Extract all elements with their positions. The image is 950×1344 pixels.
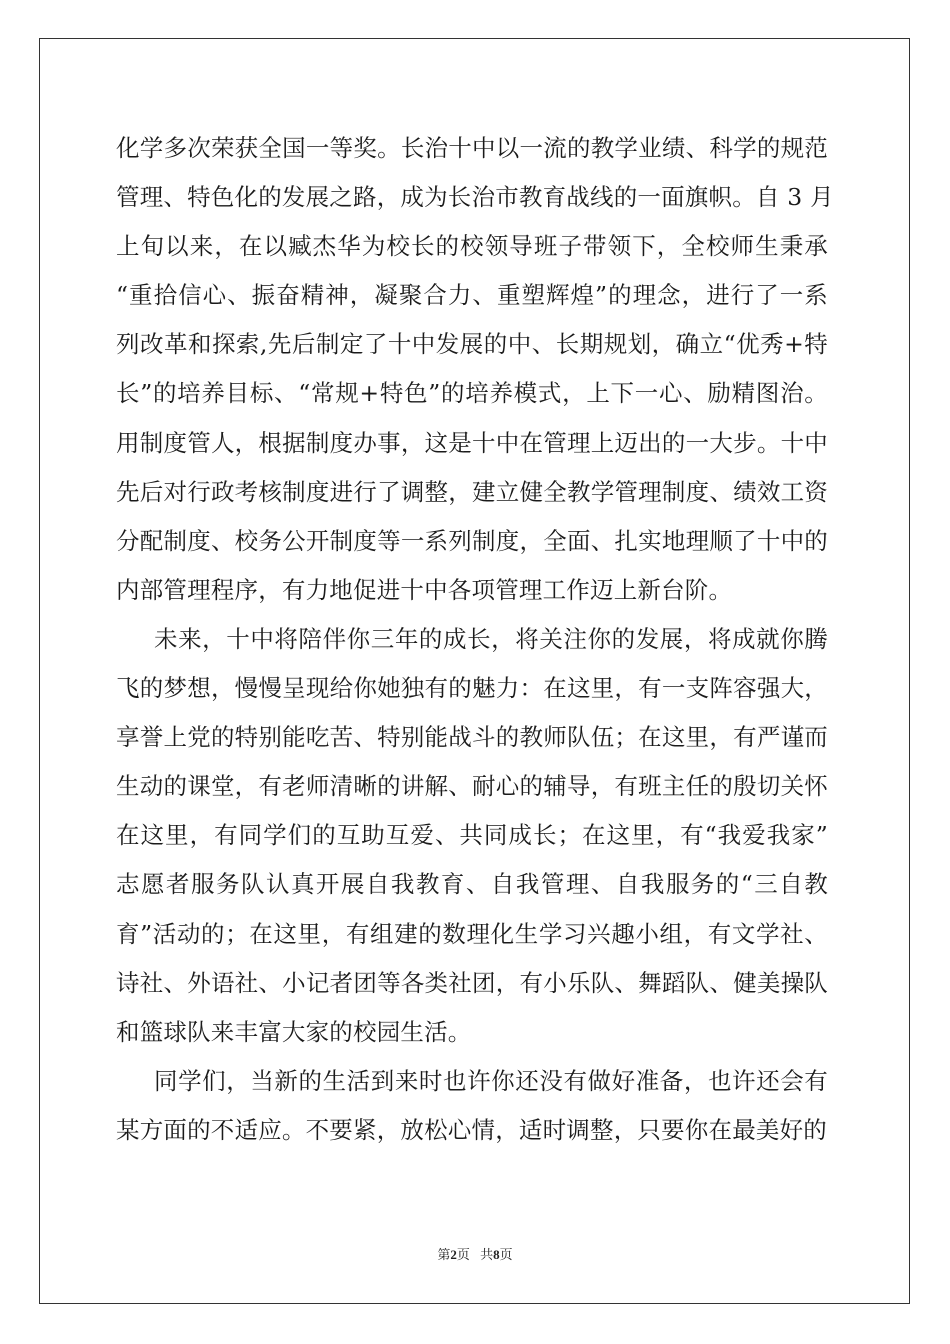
text-line: 诗社、外语社、小记者团等各类社团，有小乐队、舞蹈队、健美操队 [116,968,828,997]
paragraph [78,615,878,1057]
text-line: 先后对行政考核制度进行了调整，建立健全教学管理制度、绩效工资 [116,477,828,506]
text-line: 用制度管人，根据制度办事，这是十中在管理上迈出的一大步。十中 [116,428,828,457]
text-line: 志愿者服务队认真开展自我教育、自我管理、自我服务的“三自教 [116,870,828,899]
text-line: 同学们，当新的生活到来时也许你还没有做好准备，也许还会有 [154,1066,828,1095]
text-line: 未来，十中将陪伴你三年的成长，将关注你的发展，将成就你腾 [154,624,828,653]
text-line: 上旬以来，在以臧杰华为校长的校领导班子带领下，全校师生秉承 [116,232,828,261]
text-line: 列改革和探索,先后制定了十中发展的中、长期规划，确立“优秀+特 [116,330,828,359]
text-line: 享誉上党的特别能吃苦、特别能战斗的教师队伍；在这里，有严谨而 [116,723,828,752]
page-footer [0,1244,950,1263]
text-line: 飞的梦想，慢慢呈现给你她独有的魅力：在这里，有一支阵容强大， [116,674,828,703]
text-line: “重拾信心、振奋精神，凝聚合力、重塑辉煌”的理念，进行了一系 [116,281,828,310]
total-pages-indicator: 共8页 [480,1247,513,1263]
text-line: 长”的培养目标、“常规+特色”的培养模式，上下一心、励精图治。 [116,379,828,408]
document-body [78,124,878,1155]
text-line: 分配制度、校务公开制度等一系列制度，全面、扎实地理顺了十中的 [116,526,828,555]
paragraph [78,1057,878,1155]
text-line: 化学多次荣获全国一等奖。长治十中以一流的教学业绩、科学的规范 [116,134,828,162]
text-line: 管理、特色化的发展之路，成为长治市教育战线的一面旗帜。自 3 月 [116,183,834,212]
paragraph [78,124,878,615]
page-indicator: 第2页 [437,1247,470,1263]
text-line: 某方面的不适应。不要紧，放松心情，适时调整，只要你在最美好的 [116,1115,827,1144]
text-line: 生动的课堂，有老师清晰的讲解、耐心的辅导，有班主任的殷切关怀 [116,772,828,801]
text-line: 和篮球队来丰富大家的校园生活。 [116,1017,472,1046]
text-line: 内部管理程序，有力地促进十中各项管理工作迈上新台阶。 [116,575,733,604]
text-line: 育”活动的；在这里，有组建的数理化生学习兴趣小组，有文学社、 [116,919,828,948]
text-line: 在这里，有同学们的互助互爱、共同成长；在这里，有“我爱我家” [116,821,828,850]
